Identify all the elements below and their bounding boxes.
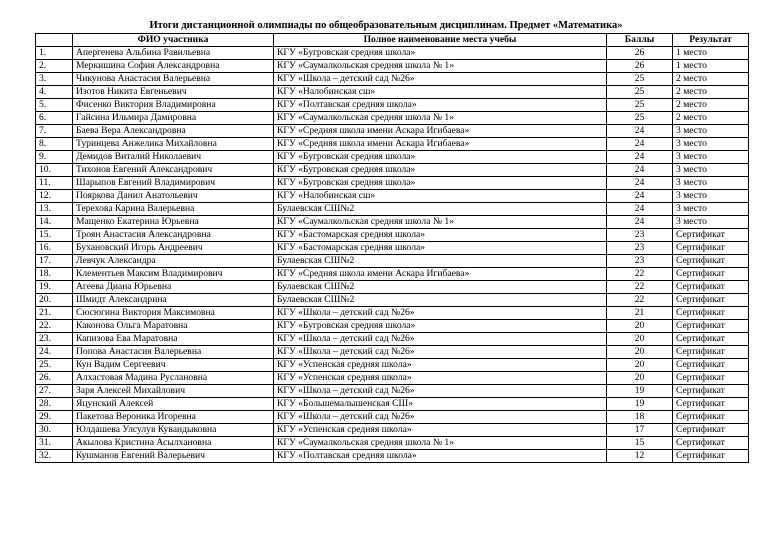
school-name-cell: Булаевская СШ№2 bbox=[274, 255, 607, 268]
row-number-cell: 10. bbox=[36, 164, 73, 177]
school-name-cell: КГУ «Саумалкольская средняя школа № 1» bbox=[274, 216, 607, 229]
score-cell: 24 bbox=[607, 177, 673, 190]
result-cell: 3 место bbox=[673, 138, 749, 151]
score-cell: 25 bbox=[607, 112, 673, 125]
school-name-cell: КГУ «Саумалкольская средняя школа № 1» bbox=[274, 60, 607, 73]
score-cell: 24 bbox=[607, 125, 673, 138]
table-row bbox=[36, 73, 749, 86]
row-number-cell: 15. bbox=[36, 229, 73, 242]
school-name-cell: КГУ «Средняя школа имени Аскара Игибаева» bbox=[274, 268, 607, 281]
row-number-cell: 32. bbox=[36, 450, 73, 463]
participant-name-cell: Кушманов Евгений Валерьевич bbox=[73, 450, 274, 463]
score-cell: 25 bbox=[607, 99, 673, 112]
result-cell: Сертификат bbox=[673, 320, 749, 333]
school-name-cell: КГУ «Бугровская средняя школа» bbox=[274, 47, 607, 60]
row-number-cell: 18. bbox=[36, 268, 73, 281]
score-cell: 24 bbox=[607, 164, 673, 177]
result-cell: Сертификат bbox=[673, 281, 749, 294]
table-row bbox=[36, 346, 749, 359]
table-row bbox=[36, 320, 749, 333]
score-cell: 22 bbox=[607, 281, 673, 294]
row-number-cell: 11. bbox=[36, 177, 73, 190]
row-number-cell: 12. bbox=[36, 190, 73, 203]
participant-name-cell: Демидов Виталий Николаевич bbox=[73, 151, 274, 164]
result-cell: Сертификат bbox=[673, 346, 749, 359]
table-row bbox=[36, 229, 749, 242]
result-cell: Сертификат bbox=[673, 398, 749, 411]
participant-name-cell: Изотов Никита Евгеньевич bbox=[73, 86, 274, 99]
participant-name-cell: Баева Вера Александровна bbox=[73, 125, 274, 138]
result-cell: Сертификат bbox=[673, 385, 749, 398]
score-cell: 20 bbox=[607, 320, 673, 333]
participant-name-cell: Попова Анастасия Валерьевна bbox=[73, 346, 274, 359]
row-number-cell: 19. bbox=[36, 281, 73, 294]
table-row bbox=[36, 437, 749, 450]
table-row bbox=[36, 333, 749, 346]
participant-name-cell: Фисенко Виктория Владимировна bbox=[73, 99, 274, 112]
score-cell: 22 bbox=[607, 268, 673, 281]
school-name-cell: КГУ «Успенская средняя школа» bbox=[274, 424, 607, 437]
score-cell: 23 bbox=[607, 229, 673, 242]
participant-name-cell: Яцунский Алексей bbox=[73, 398, 274, 411]
result-cell: Сертификат bbox=[673, 359, 749, 372]
column-header-name: ФИО участника bbox=[73, 34, 274, 47]
result-cell: Сертификат bbox=[673, 242, 749, 255]
score-cell: 24 bbox=[607, 151, 673, 164]
school-name-cell: КГУ «Успенская средняя школа» bbox=[274, 372, 607, 385]
score-cell: 20 bbox=[607, 359, 673, 372]
result-cell: 2 место bbox=[673, 86, 749, 99]
results-body bbox=[36, 47, 749, 463]
column-header-score: Баллы bbox=[607, 34, 673, 47]
row-number-cell: 6. bbox=[36, 112, 73, 125]
score-cell: 24 bbox=[607, 203, 673, 216]
row-number-cell: 17. bbox=[36, 255, 73, 268]
row-number-cell: 1. bbox=[36, 47, 73, 60]
score-cell: 20 bbox=[607, 346, 673, 359]
participant-name-cell: Тихонов Евгений Александрович bbox=[73, 164, 274, 177]
table-row bbox=[36, 112, 749, 125]
row-number-cell: 27. bbox=[36, 385, 73, 398]
table-row bbox=[36, 177, 749, 190]
results-table bbox=[35, 33, 749, 463]
result-cell: 3 место bbox=[673, 177, 749, 190]
table-row bbox=[36, 151, 749, 164]
score-cell: 26 bbox=[607, 47, 673, 60]
participant-name-cell: Шарыпов Евгений Владимирович bbox=[73, 177, 274, 190]
score-cell: 19 bbox=[607, 385, 673, 398]
participant-name-cell: Меркишина София Александровна bbox=[73, 60, 274, 73]
row-number-cell: 21. bbox=[36, 307, 73, 320]
participant-name-cell: Акылова Кристина Асылхановна bbox=[73, 437, 274, 450]
row-number-cell: 20. bbox=[36, 294, 73, 307]
table-row bbox=[36, 242, 749, 255]
score-cell: 23 bbox=[607, 242, 673, 255]
result-cell: 3 место bbox=[673, 190, 749, 203]
school-name-cell: КГУ «Школа – детский сад №26» bbox=[274, 307, 607, 320]
column-header-school: Полное наименование места учебы bbox=[274, 34, 607, 47]
score-cell: 25 bbox=[607, 86, 673, 99]
table-row bbox=[36, 307, 749, 320]
school-name-cell: КГУ «Бугровская средняя школа» bbox=[274, 177, 607, 190]
row-number-cell: 31. bbox=[36, 437, 73, 450]
participant-name-cell: Заря Алексей Михайлович bbox=[73, 385, 274, 398]
row-number-cell: 29. bbox=[36, 411, 73, 424]
result-cell: 1 место bbox=[673, 47, 749, 60]
page-title: Итоги дистанционной олимпиады по общеобразовательным дисциплинам. Предмет «Математика» bbox=[149, 20, 623, 31]
row-number-cell: 14. bbox=[36, 216, 73, 229]
result-cell: Сертификат bbox=[673, 411, 749, 424]
row-number-cell: 5. bbox=[36, 99, 73, 112]
row-number-cell: 4. bbox=[36, 86, 73, 99]
score-cell: 24 bbox=[607, 190, 673, 203]
school-name-cell: Булаевская СШ№2 bbox=[274, 203, 607, 216]
participant-name-cell: Сюсюгина Виктория Максимовна bbox=[73, 307, 274, 320]
participant-name-cell: Мащенко Екатерина Юрьевна bbox=[73, 216, 274, 229]
result-cell: 3 место bbox=[673, 203, 749, 216]
result-cell: 3 место bbox=[673, 216, 749, 229]
participant-name-cell: Терехова Карина Валерьевна bbox=[73, 203, 274, 216]
school-name-cell: КГУ «Средняя школа имени Аскара Игибаева» bbox=[274, 138, 607, 151]
table-row bbox=[36, 294, 749, 307]
school-name-cell: КГУ «Школа – детский сад №26» bbox=[274, 411, 607, 424]
row-number-cell: 28. bbox=[36, 398, 73, 411]
table-row bbox=[36, 125, 749, 138]
row-number-cell: 13. bbox=[36, 203, 73, 216]
table-row bbox=[36, 60, 749, 73]
row-number-cell: 2. bbox=[36, 60, 73, 73]
score-cell: 12 bbox=[607, 450, 673, 463]
result-cell: Сертификат bbox=[673, 372, 749, 385]
participant-name-cell: Каконова Ольга Маратовна bbox=[73, 320, 274, 333]
table-row bbox=[36, 86, 749, 99]
table-row bbox=[36, 138, 749, 151]
table-row bbox=[36, 255, 749, 268]
school-name-cell: КГУ «Налобинская сш» bbox=[274, 190, 607, 203]
school-name-cell: КГУ «Налобинская сш» bbox=[274, 86, 607, 99]
school-name-cell: КГУ «Школа – детский сад №26» bbox=[274, 73, 607, 86]
school-name-cell: КГУ «Бастомарская средняя школа» bbox=[274, 229, 607, 242]
score-cell: 20 bbox=[607, 372, 673, 385]
participant-name-cell: Левчук Александра bbox=[73, 255, 274, 268]
row-number-cell: 23. bbox=[36, 333, 73, 346]
school-name-cell: КГУ «Школа – детский сад №26» bbox=[274, 333, 607, 346]
score-cell: 24 bbox=[607, 216, 673, 229]
result-cell: 1 место bbox=[673, 60, 749, 73]
table-row bbox=[36, 359, 749, 372]
score-cell: 21 bbox=[607, 307, 673, 320]
participant-name-cell: Троян Анастасия Александровна bbox=[73, 229, 274, 242]
score-cell: 22 bbox=[607, 294, 673, 307]
participant-name-cell: Клементьев Максим Владимирович bbox=[73, 268, 274, 281]
result-cell: Сертификат bbox=[673, 450, 749, 463]
row-number-cell: 26. bbox=[36, 372, 73, 385]
participant-name-cell: Апергенева Альбина Равильевна bbox=[73, 47, 274, 60]
result-cell: Сертификат bbox=[673, 333, 749, 346]
score-cell: 17 bbox=[607, 424, 673, 437]
participant-name-cell: Шмидт Александрина bbox=[73, 294, 274, 307]
table-row bbox=[36, 47, 749, 60]
result-cell: Сертификат bbox=[673, 294, 749, 307]
result-cell: 3 место bbox=[673, 151, 749, 164]
result-cell: Сертификат bbox=[673, 255, 749, 268]
row-number-cell: 9. bbox=[36, 151, 73, 164]
row-number-cell: 8. bbox=[36, 138, 73, 151]
participant-name-cell: Чикунова Анастасия Валерьевна bbox=[73, 73, 274, 86]
result-cell: Сертификат bbox=[673, 229, 749, 242]
score-cell: 24 bbox=[607, 138, 673, 151]
row-number-cell: 3. bbox=[36, 73, 73, 86]
row-number-cell: 30. bbox=[36, 424, 73, 437]
score-cell: 23 bbox=[607, 255, 673, 268]
table-row bbox=[36, 450, 749, 463]
participant-name-cell: Агеева Диана Юрьевна bbox=[73, 281, 274, 294]
school-name-cell: Булаевская СШ№2 bbox=[274, 281, 607, 294]
table-row bbox=[36, 385, 749, 398]
result-cell: 3 место bbox=[673, 164, 749, 177]
table-row bbox=[36, 216, 749, 229]
school-name-cell: КГУ «Саумалкольская средняя школа № 1» bbox=[274, 112, 607, 125]
row-number-cell: 16. bbox=[36, 242, 73, 255]
table-row bbox=[36, 281, 749, 294]
school-name-cell: Булаевская СШ№2 bbox=[274, 294, 607, 307]
table-header-row bbox=[36, 34, 749, 47]
school-name-cell: КГУ «Полтавская средняя школа» bbox=[274, 450, 607, 463]
result-cell: Сертификат bbox=[673, 424, 749, 437]
column-header-result: Результат bbox=[673, 34, 749, 47]
school-name-cell: КГУ «Бастомарская средняя школа» bbox=[274, 242, 607, 255]
school-name-cell: КГУ «Средняя школа имени Аскара Игибаева» bbox=[274, 125, 607, 138]
table-row bbox=[36, 372, 749, 385]
school-name-cell: КГУ «Школа – детский сад №26» bbox=[274, 385, 607, 398]
school-name-cell: КГУ «Бугровская средняя школа» bbox=[274, 151, 607, 164]
school-name-cell: КГУ «Большемалышенская СШ» bbox=[274, 398, 607, 411]
participant-name-cell: Туринцева Анжелика Михайловна bbox=[73, 138, 274, 151]
score-cell: 20 bbox=[607, 333, 673, 346]
score-cell: 15 bbox=[607, 437, 673, 450]
score-cell: 19 bbox=[607, 398, 673, 411]
participant-name-cell: Капизова Ева Маратовна bbox=[73, 333, 274, 346]
result-cell: 2 место bbox=[673, 112, 749, 125]
participant-name-cell: Гайсина Ильмира Дамировна bbox=[73, 112, 274, 125]
school-name-cell: КГУ «Саумалкольская средняя школа № 1» bbox=[274, 437, 607, 450]
school-name-cell: КГУ «Успенская средняя школа» bbox=[274, 359, 607, 372]
column-header-number bbox=[36, 34, 73, 47]
participant-name-cell: Пакетова Вероника Игоревна bbox=[73, 411, 274, 424]
table-row bbox=[36, 99, 749, 112]
participant-name-cell: Бухановский Игорь Андреевич bbox=[73, 242, 274, 255]
table-row bbox=[36, 411, 749, 424]
participant-name-cell: Алхастовая Мадина Руслановна bbox=[73, 372, 274, 385]
table-row bbox=[36, 424, 749, 437]
result-cell: 3 место bbox=[673, 125, 749, 138]
score-cell: 25 bbox=[607, 73, 673, 86]
participant-name-cell: Кун Вадим Сергеевич bbox=[73, 359, 274, 372]
table-row bbox=[36, 398, 749, 411]
row-number-cell: 25. bbox=[36, 359, 73, 372]
score-cell: 18 bbox=[607, 411, 673, 424]
row-number-cell: 22. bbox=[36, 320, 73, 333]
table-row bbox=[36, 190, 749, 203]
result-cell: Сертификат bbox=[673, 307, 749, 320]
table-row bbox=[36, 164, 749, 177]
score-cell: 26 bbox=[607, 60, 673, 73]
school-name-cell: КГУ «Полтавская средняя школа» bbox=[274, 99, 607, 112]
school-name-cell: КГУ «Бугровская средняя школа» bbox=[274, 320, 607, 333]
school-name-cell: КГУ «Бугровская средняя школа» bbox=[274, 164, 607, 177]
result-cell: Сертификат bbox=[673, 437, 749, 450]
result-cell: 2 место bbox=[673, 73, 749, 86]
school-name-cell: КГУ «Школа – детский сад №26» bbox=[274, 346, 607, 359]
result-cell: Сертификат bbox=[673, 268, 749, 281]
row-number-cell: 24. bbox=[36, 346, 73, 359]
result-cell: 2 место bbox=[673, 99, 749, 112]
row-number-cell: 7. bbox=[36, 125, 73, 138]
table-row bbox=[36, 203, 749, 216]
participant-name-cell: Пояркова Данил Анатольевич bbox=[73, 190, 274, 203]
participant-name-cell: Юлдашева Улсулув Кувандыковна bbox=[73, 424, 274, 437]
table-row bbox=[36, 268, 749, 281]
